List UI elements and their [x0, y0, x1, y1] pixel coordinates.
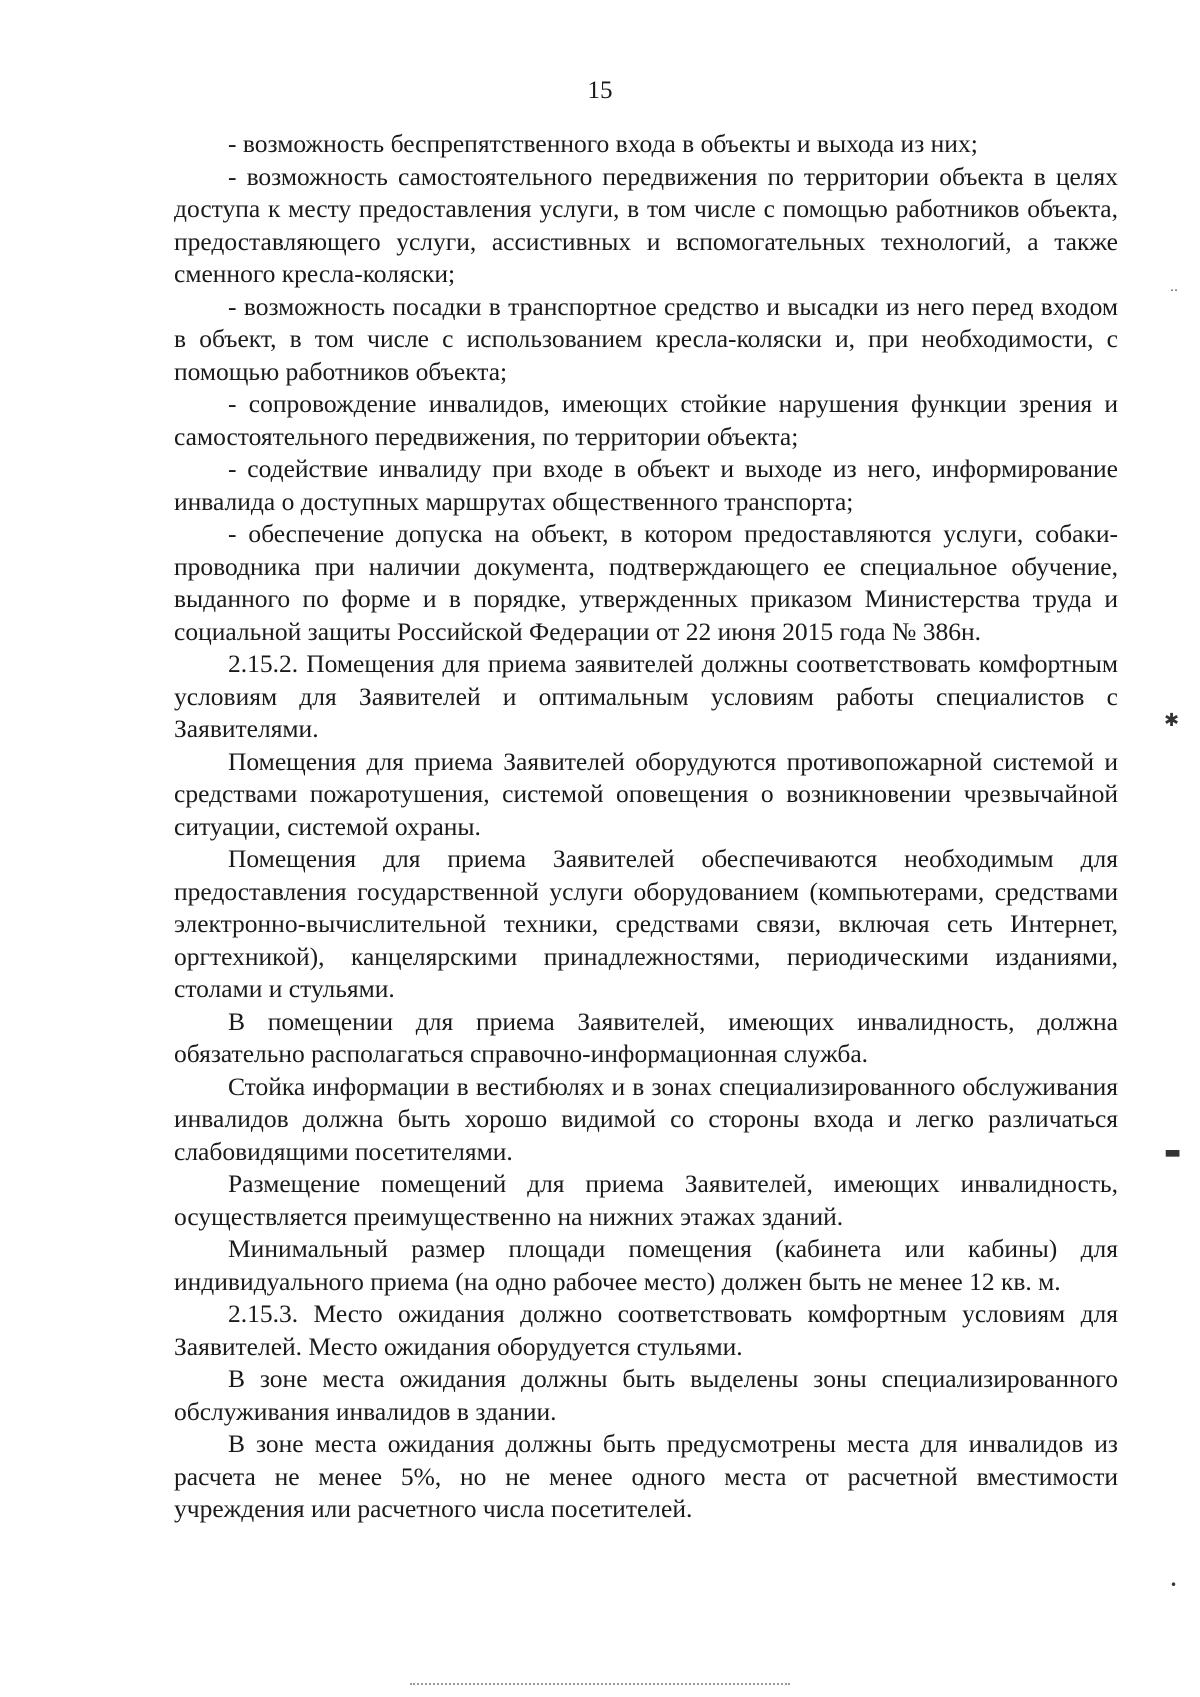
scan-speck: ․․	[1170, 280, 1179, 294]
paragraph: 2.15.2. Помещения для приема заявителей должны соответствовать комфортным условиям для Заявителей и оптимальным условиям работы специалистов с Заявителями.	[174, 649, 1118, 743]
paragraph: 2.15.3. Место ожидания должно соответствовать комфортным условиям для Заявителей. Место ожидания оборудуется стульями.	[174, 1299, 1118, 1361]
paragraph: Помещения для приема Заявителей оборудуются противопожарной системой и средствами пожаротушения, системой оповещения о возникновении чрезвычайной ситуации, системой охраны.	[174, 746, 1118, 841]
paragraph: - обеспечение допуска на объект, в котором предоставляются услуги, собаки-проводника при наличии документа, подтверждающего ее специальное обучение, выданного по форме и в порядке, утвержденных приказом Министерства труда и социальной защиты Российской Федерации от 22 июня 2015 года № 386н.	[174, 519, 1118, 646]
paragraph: - содействие инвалиду при входе в объект и выходе из него, информирование инвалида о доступных маршрутах общественного транспорта;	[174, 454, 1118, 516]
scan-speck: •	[1170, 1578, 1178, 1592]
scan-speck: ✱	[1164, 710, 1180, 731]
paragraph: - возможность посадки в транспортное средство и высадки из него перед входом в объект, в том числе с использованием кресла-коляски и, при необходимости, с помощью работников объекта;	[174, 291, 1118, 386]
paragraph: В зоне места ожидания должны быть предусмотрены места для инвалидов из расчета не менее 5%, но не менее одного места от расчетной вместимости учреждения или расчетного числа посетителей.	[174, 1429, 1118, 1523]
paragraph: Стойка информации в вестибюлях и в зонах специализированного обслуживания инвалидов должна быть хорошо видимой со стороны входа и легко различаться слабовидящими посетителями.	[174, 1071, 1118, 1166]
paragraph: Помещения для приема Заявителей обеспечиваются необходимым для предоставления государственной услуги оборудованием (компьютерами, средствами электронно-вычислительной техники, средствами связи, включая сеть Интернет, оргтехникой), канцелярскими принадлежностями, периодическими изданиями, столами и стульями.	[174, 844, 1118, 1003]
paragraph: В зоне места ожидания должны быть выделены зоны специализированного обслуживания инвалидов в здании.	[174, 1364, 1118, 1426]
page-number: 15	[587, 77, 613, 104]
scan-speck: ▬	[1164, 1142, 1182, 1163]
paragraph: - возможность самостоятельного передвижения по территории объекта в целях доступа к месту предоставления услуги, в том числе с помощью работников объекта, предоставляющего услуги, ассистивных и вспомогательных технологий, а также сменного кресла-коляски;	[174, 161, 1118, 288]
paragraph: Минимальный размер площади помещения (кабинета или кабины) для индивидуального приема (на одно рабочее место) должен быть не менее 12 кв. м.	[174, 1234, 1118, 1296]
paragraph: Размещение помещений для приема Заявителей, имеющих инвалидность, осуществляется преимущественно на нижних этажах зданий.	[174, 1169, 1118, 1231]
paragraph: В помещении для приема Заявителей, имеющих инвалидность, должна обязательно располагаться справочно-информационная служба.	[174, 1006, 1118, 1068]
paragraph: - возможность беспрепятственного входа в объекты и выхода из них;	[228, 129, 978, 158]
document-body	[174, 128, 1118, 1526]
scan-edge-artifact	[410, 1683, 790, 1688]
paragraph: - сопровождение инвалидов, имеющих стойкие нарушения функции зрения и самостоятельного передвижения, по территории объекта;	[174, 389, 1118, 451]
